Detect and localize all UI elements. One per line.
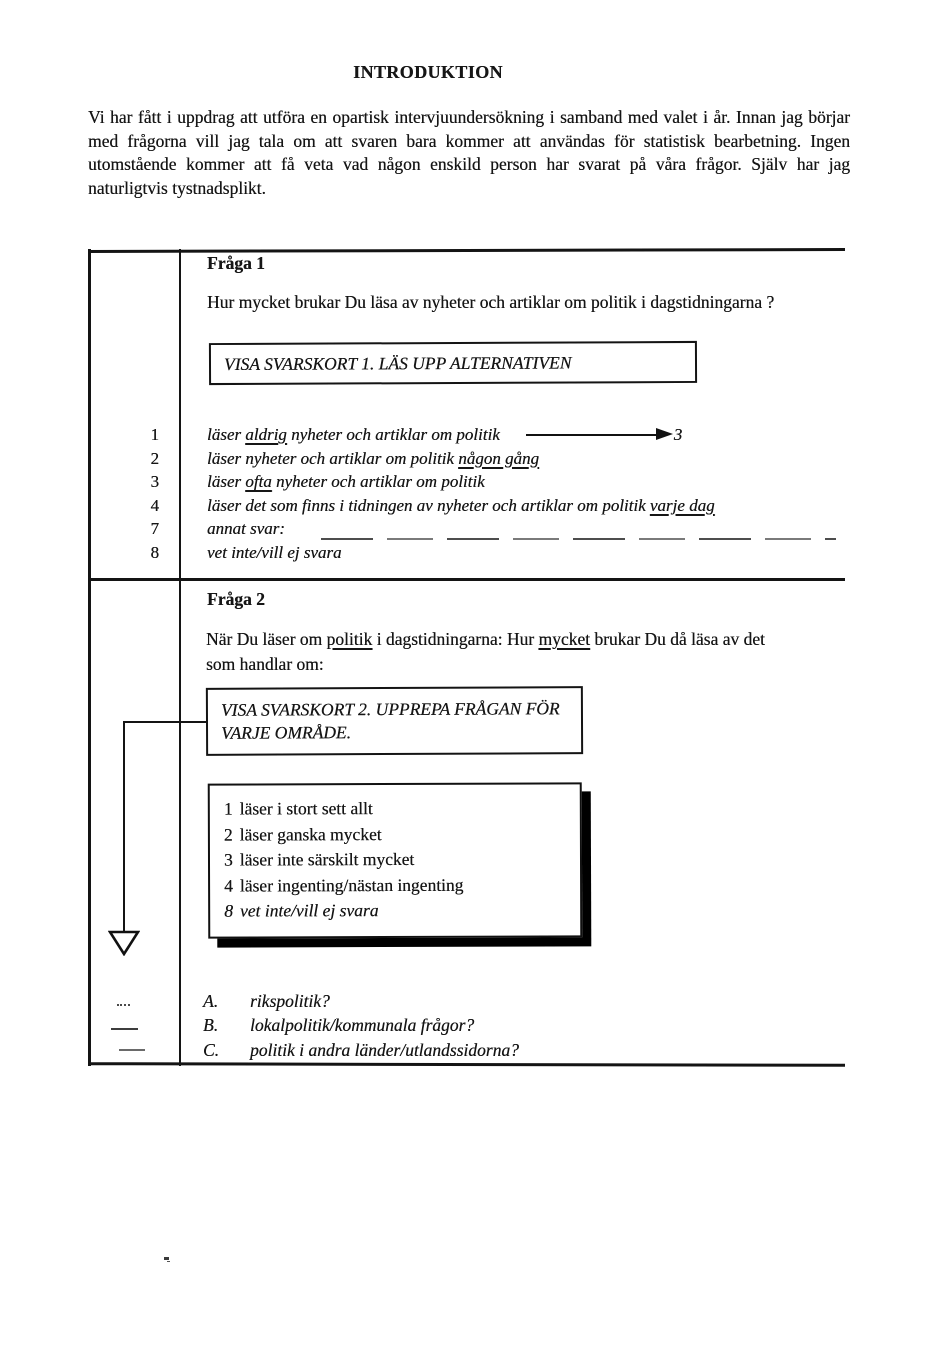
- scale-row: [224, 872, 580, 899]
- scale-row: [224, 897, 580, 924]
- fraga1-showcard-instruction-box: VISA SVARSKORT 1. LÄS UPP ALTERNATIVEN: [209, 341, 697, 385]
- option-row: [88, 423, 878, 447]
- table-top-border: [88, 248, 845, 252]
- scale-text: vet inte/vill ej svara: [239, 900, 379, 921]
- table-bottom-border: [88, 1062, 845, 1067]
- option-row: [88, 541, 878, 565]
- option-row: [88, 517, 878, 541]
- option-text: [207, 470, 878, 494]
- option-text-segments: läser aldrig nyheter och artiklar om politik: [207, 425, 500, 444]
- option-text: [207, 517, 878, 541]
- scale-text: läser ganska mycket: [239, 823, 382, 845]
- margin-answer-mark-a: [117, 1004, 130, 1006]
- option-row: [88, 447, 878, 471]
- option-text-segments: läser det som finns i tidningen av nyheter och artiklar om politik varje dag: [207, 495, 715, 515]
- scale-text: läser ingenting/nästan ingenting: [239, 874, 464, 896]
- page-title: INTRODUKTION: [353, 62, 503, 82]
- scale-text: läser inte särskilt mycket: [239, 848, 415, 870]
- option-text: [207, 423, 878, 447]
- table-row-divider: [88, 578, 845, 581]
- option-row: [88, 470, 878, 494]
- scale-code: 3: [223, 849, 233, 870]
- scan-speck: [164, 1257, 169, 1260]
- table-code-column-divider: [179, 249, 181, 1066]
- margin-answer-mark-c: [119, 1049, 145, 1051]
- option-text-segments: vet inte/vill ej svara: [207, 542, 342, 562]
- scale-row: [224, 795, 580, 822]
- write-in-answer-line: [321, 526, 836, 540]
- connector-line-horizontal: [124, 721, 207, 723]
- option-text: [207, 494, 878, 518]
- fraga1-label: Fråga 1: [207, 253, 265, 273]
- option-code: 2: [150, 448, 159, 468]
- option-code: 7: [150, 519, 159, 539]
- area-letter: B.: [203, 1015, 219, 1036]
- area-letter: C.: [203, 1039, 220, 1060]
- option-text-segments: annat svar:: [207, 519, 285, 539]
- fraga2-scale-box: [208, 782, 583, 938]
- option-text-segments: läser ofta nyheter och artiklar om politik: [207, 472, 485, 492]
- option-text: [207, 447, 878, 471]
- option-code: 3: [150, 472, 159, 492]
- fraga1-options: [88, 423, 878, 565]
- connector-line-vertical: [123, 721, 125, 932]
- intro-paragraph: Vi har fått i uppdrag att utföra en opartisk intervjuundersökning i samband med valet i år. Innan jag börjar med frågorna vill jag tala om att svaren bara kommer att användas för statistisk bearbetning. Ingen utomstående kommer att få veta vad någon enskild person har svarat på våra frågor. Själv har jag naturligtvis tystnadsplikt.: [88, 107, 850, 198]
- option-code: 1: [150, 425, 159, 444]
- option-code: 4: [150, 495, 159, 515]
- area-row: [203, 1038, 519, 1062]
- right-arrow-icon: [526, 434, 658, 436]
- scale-code: 1: [223, 798, 233, 819]
- area-row: [203, 989, 519, 1013]
- scale-code: 8: [224, 900, 233, 921]
- option-text-segments: läser nyheter och artiklar om politik någon gång: [207, 448, 539, 468]
- area-row: [203, 1013, 519, 1037]
- option-row: [88, 494, 878, 518]
- scale-text: läser i stort sett allt: [239, 798, 373, 819]
- scale-code: 2: [223, 824, 233, 845]
- fraga2-area-list: [203, 989, 519, 1062]
- fraga1-question: Hur mycket brukar Du läsa av nyheter och artiklar om politik i dagstidningarna ?: [207, 292, 775, 312]
- table-left-border: [88, 249, 91, 1066]
- scale-code: 4: [224, 875, 233, 896]
- area-text: politik i andra länder/utlandssidorna?: [250, 1039, 519, 1060]
- skip-instruction: [500, 425, 683, 444]
- option-code: 8: [150, 542, 159, 562]
- scale-row: [224, 821, 580, 848]
- fraga2-showcard-instruction-box: VISA SVARSKORT 2. UPPREPA FRÅGAN FÖR VARJE OMRÅDE.: [206, 686, 583, 756]
- scale-row: [224, 846, 580, 873]
- fraga2-question: När Du läser om politik i dagstidningarna: Hur mycket brukar Du då läsa av det som handlar om:: [206, 629, 765, 674]
- fraga2-label: Fråga 2: [207, 589, 265, 609]
- area-text: rikspolitik?: [250, 991, 330, 1011]
- area-letter: A.: [203, 991, 219, 1011]
- area-text: lokalpolitik/kommunala frågor?: [250, 1015, 475, 1036]
- margin-answer-mark-b: [111, 1028, 138, 1030]
- skip-target-code: 3: [673, 425, 683, 444]
- option-text: [207, 541, 878, 565]
- down-arrowhead-icon: [108, 930, 140, 956]
